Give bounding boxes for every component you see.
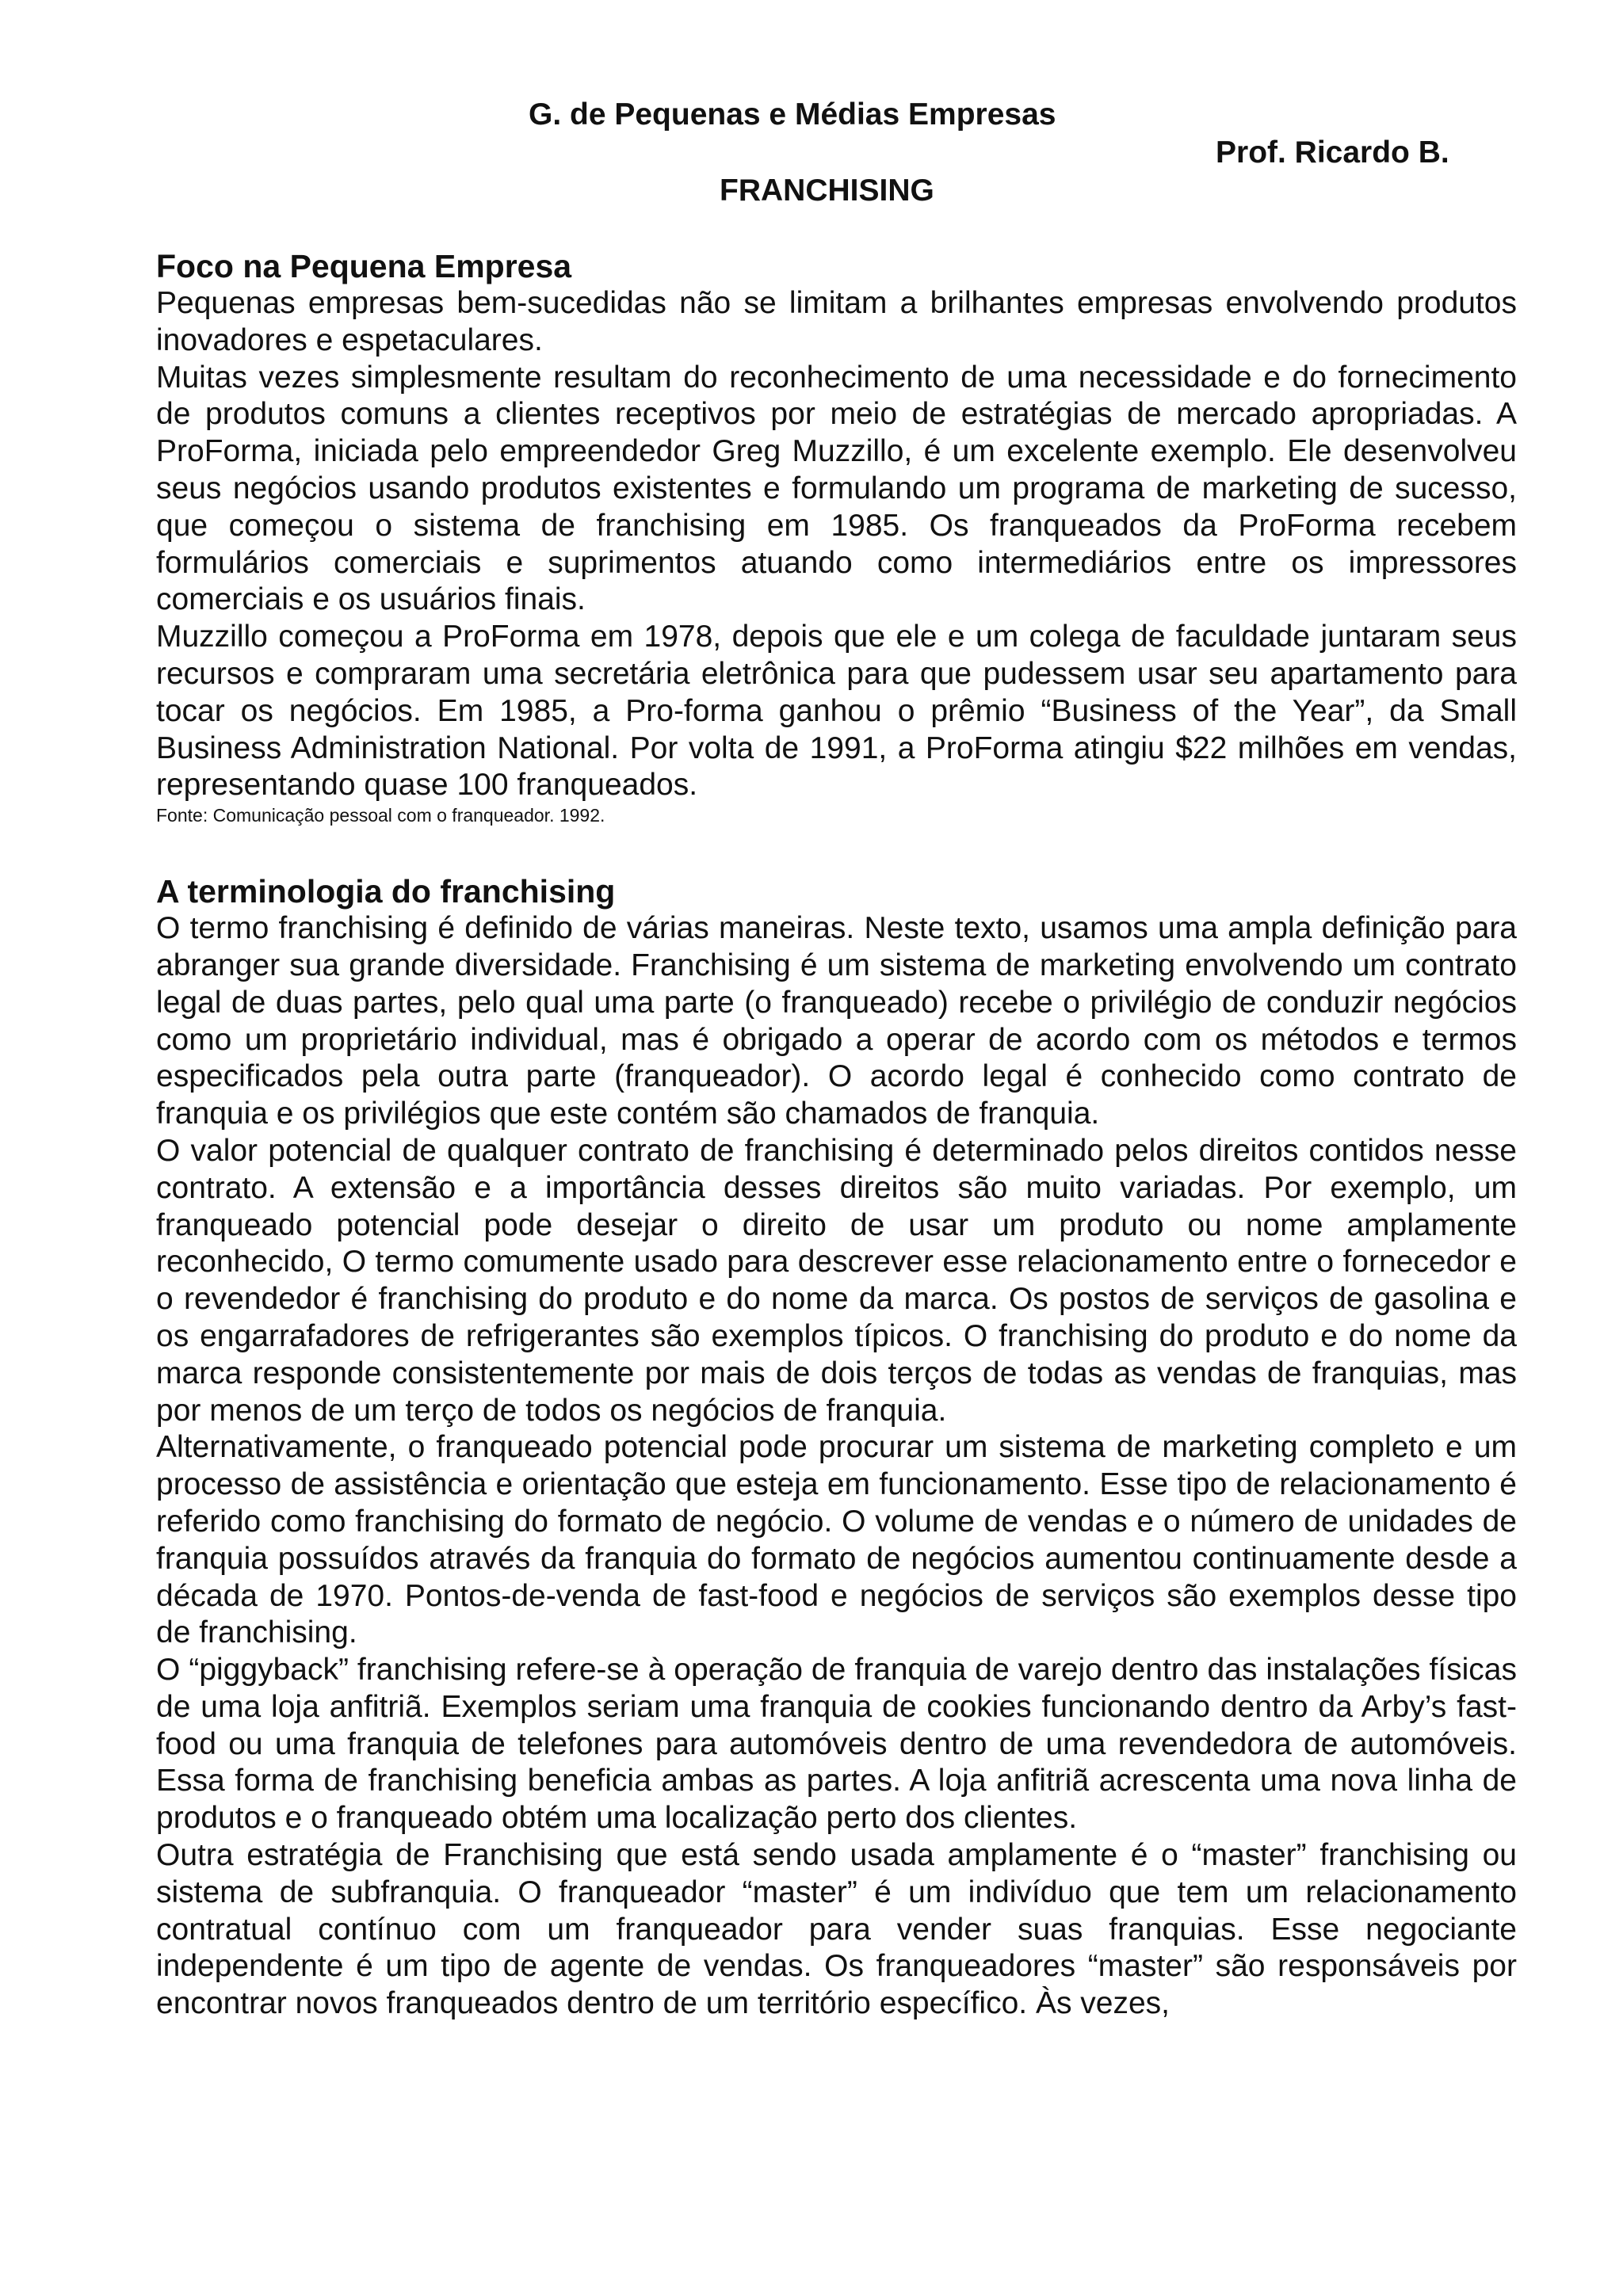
document-title: FRANCHISING <box>720 174 934 208</box>
paragraph: O “piggyback” franchising refere-se à operação de franquia de varejo dentro das instalações físicas de uma loja anfitriã. Exemplos seriam uma franquia de cookies funcionando dentro da Arby’s fast-food ou uma franquia de telefones para automóveis dentro de uma revendedora de automóveis. Essa forma de franchising beneficia ambas as partes. A loja anfitriã acrescenta uma nova linha de produtos e o franqueado obtém uma localização perto dos clientes. <box>156 1653 1517 1836</box>
paragraph: O valor potencial de qualquer contrato de franchising é determinado pelos direitos contidos nesse contrato. A extensão e a importância desses direitos são muito variadas. Por exemplo, um franqueado potencial pode desejar o direito de usar um produto ou nome amplamente reconhecido, O termo comumente usado para descrever esse relacionamento entre o fornecedor e o revendedor é franchising do produto e do nome da marca. Os postos de serviços de gasolina e os engarrafadores de refrigerantes são exemplos típicos. O franchising do produto e do nome da marca responde consistentemente por mais de dois terços de todas as vendas de franquias, mas por menos de um terço de todos os negócios de franquia. <box>156 1133 1517 1428</box>
document-body <box>156 247 1517 2023</box>
paragraph: Alternativamente, o franqueado potencial pode procurar um sistema de marketing completo e um processo de assistência e orientação que esteja em funcionamento. Esse tipo de relacionamento é referido como franchising do formato de negócio. O volume de vendas e o número de unidades de franquia possuídos através da franquia do formato de negócios aumentou continuamente desde a década de 1970. Pontos-de-venda de fast-food e negócios de serviços são exemplos desse tipo de franchising. <box>156 1430 1517 1650</box>
source-note: Fonte: Comunicação pessoal com o franqueador. 1992. <box>156 805 605 826</box>
paragraph: O termo franchising é definido de várias maneiras. Neste texto, usamos uma ampla definição para abranger sua grande diversidade. Franchising é um sistema de marketing envolvendo um contrato legal de duas partes, pelo qual uma parte (o franqueado) recebe o privilégio de conduzir negócios como um proprietário individual, mas é obrigado a operar de acordo com os métodos e termos especificados pela outra parte (franqueador). O acordo legal é conhecido como contrato de franquia e os privilégios que este contém são chamados de franquia. <box>156 911 1517 1131</box>
course-title: G. de Pequenas e Médias Empresas <box>529 97 1056 132</box>
section-terminologia <box>156 872 1517 2023</box>
paragraph: Muzzillo começou a ProForma em 1978, depois que ele e um colega de faculdade juntaram seus recursos e compraram uma secretária eletrônica para que pudessem usar seu apartamento para tocar os negócios. Em 1985, a Pro-forma ganhou o prêmio “Business of the Year”, da Small Business Administration National. Por volta de 1991, a ProForma atingiu $22 milhões em vendas, representando quase 100 franqueados. <box>156 620 1517 803</box>
paragraph: Pequenas empresas bem-sucedidas não se limitam a brilhantes empresas envolvendo produtos inovadores e espetaculares. <box>156 286 1517 357</box>
section-spacer <box>156 826 1517 872</box>
paragraph: Muitas vezes simplesmente resultam do reconhecimento de uma necessidade e do fornecimento de produtos comuns a clientes receptivos por meio de estratégias de mercado apropriadas. A ProForma, iniciada pelo empreendedor Greg Muzzillo, é um excelente exemplo. Ele desenvolveu seus negócios usando produtos existentes e formulando um programa de marketing de sucesso, que começou o sistema de franchising em 1985. Os franqueados da ProForma recebem formulários comerciais e suprimentos atuando como intermediários entre os impressores comerciais e os usuários finais. <box>156 360 1517 617</box>
section-heading: A terminologia do franchising <box>156 873 616 910</box>
professor-name: Prof. Ricardo B. <box>1216 135 1449 170</box>
section-heading: Foco na Pequena Empresa <box>156 248 572 284</box>
paragraph: Outra estratégia de Franchising que está sendo usada amplamente é o “master” franchising ou sistema de subfranquia. O franqueador “master” é um indivíduo que tem um relacionamento contratual contínuo com um franqueador para vender suas franquias. Esse negociante independente é um tipo de agente de vendas. Os franqueadores “master” são responsáveis por encontrar novos franqueados dentro de um território específico. Às vezes, <box>156 1838 1517 2021</box>
section-foco-pequena-empresa <box>156 247 1517 826</box>
